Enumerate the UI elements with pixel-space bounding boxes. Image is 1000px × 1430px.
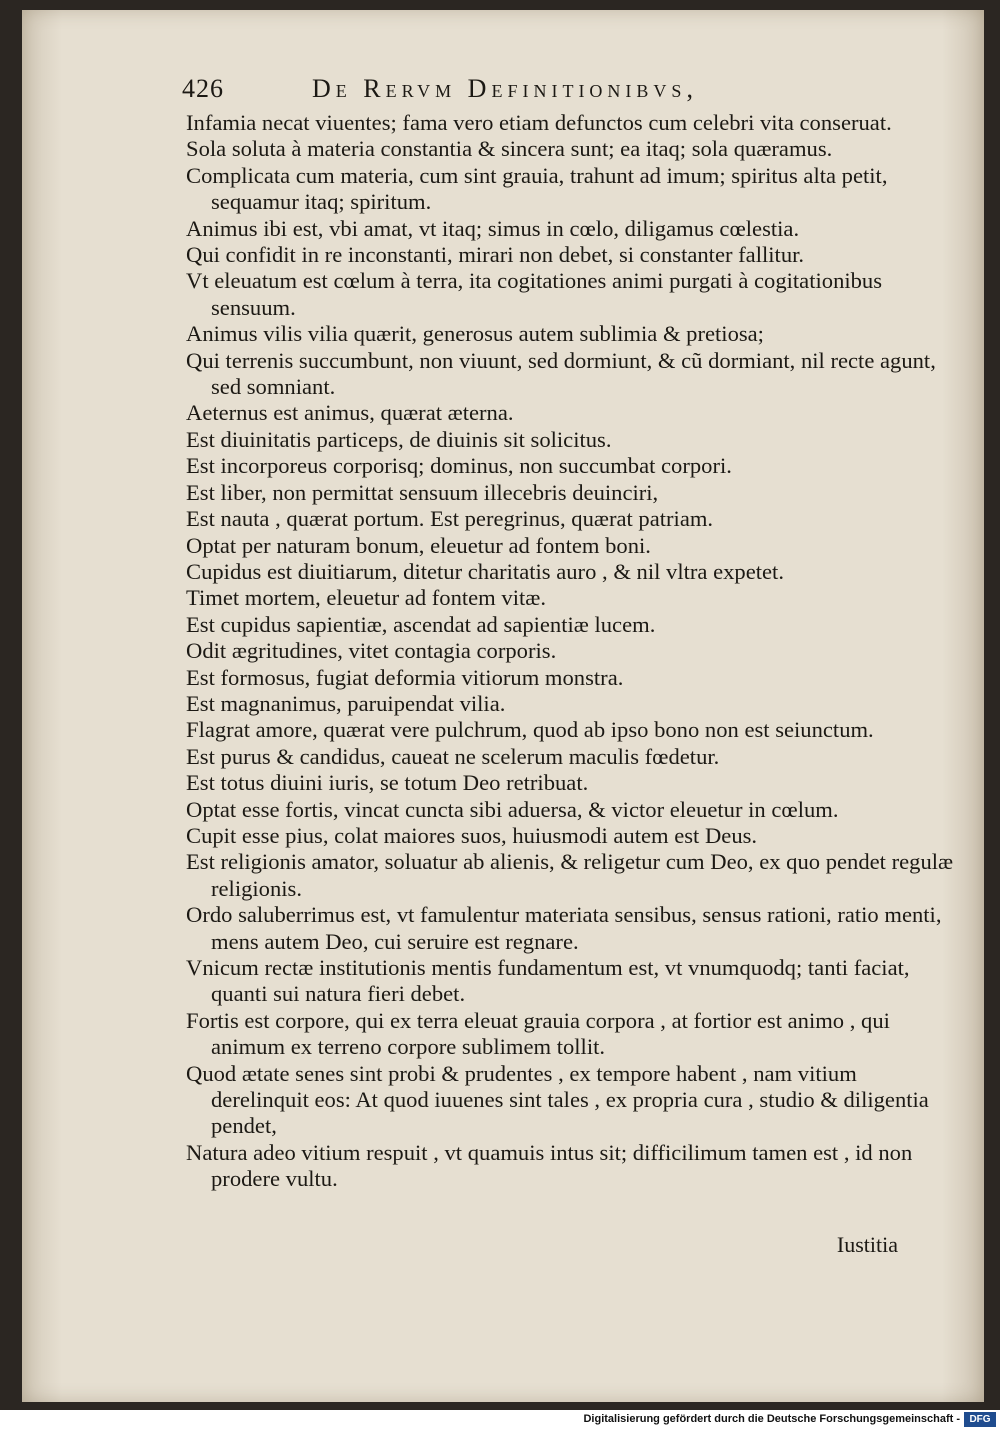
- running-title: De Rervm Definitionibvs,: [312, 74, 698, 103]
- text-line: Est diuinitatis particeps, de diuinis sit solicitus.: [186, 426, 612, 452]
- text-line: Est incorporeus corporisq; dominus, non succumbat corpori.: [186, 453, 732, 479]
- text-line: Sola soluta à materia constantia & sincera sunt; ea itaq; sola quæramus.: [186, 136, 833, 162]
- text-line: Flagrat amore, quærat vere pulchrum, quod ab ipso bono non est seiunctum.: [186, 717, 874, 743]
- text-line: Cupidus est diuitiarum, ditetur charitatis auro , & nil vltra expetet.: [186, 558, 784, 584]
- text-line: Est religionis amator, soluatur ab alienis, & religetur cum Deo, ex quo pendet regulæ religionis.: [186, 849, 954, 901]
- text-line: Fortis est corpore, qui ex terra eleuat grauia corpora , at fortior est animo , qui animum ex terreno corpore sublimem tollit.: [186, 1007, 890, 1060]
- text-line: Complicata cum materia, cum sint grauia, trahunt ad imum; spiritus alta petit, sequamur itaq; spiritum.: [186, 162, 888, 215]
- page-number: 426: [182, 74, 224, 103]
- text-line: Vnicum rectæ institutionis mentis fundamentum est, vt vnumquodq; tanti faciat, quanti sui natura fieri debet.: [186, 955, 910, 1007]
- dfg-logo: DFG: [964, 1412, 996, 1427]
- text-line: Vt eleuatum est cœlum à terra, ita cogitationes animi purgati à cogitationibus sensuum.: [186, 268, 883, 320]
- text-line: Animus ibi est, vbi amat, vt itaq; simus in cœlo, diligamus cœlestia.: [186, 215, 800, 241]
- body-text: [186, 110, 956, 1193]
- text-line: Infamia necat viuentes; fama vero etiam defunctos cum celebri vita conseruat.: [186, 110, 892, 135]
- funding-credit: Digitalisierung gefördert durch die Deutsche Forschungsgemeinschaft -: [583, 1413, 960, 1425]
- text-line: Qui confidit in re inconstanti, mirari non debet, si constanter fallitur.: [186, 242, 805, 268]
- text-line: Optat esse fortis, vincat cuncta sibi aduersa, & victor eleuetur in cœlum.: [186, 796, 839, 822]
- text-line: Optat per naturam bonum, eleuetur ad fontem boni.: [186, 532, 651, 558]
- text-line: Animus vilis vilia quærit, generosus autem sublimia & pretiosa;: [186, 321, 764, 347]
- catchword: Iustitia: [836, 1232, 898, 1257]
- text-line: Est purus & candidus, caueat ne scelerum maculis fœdetur.: [186, 743, 720, 769]
- text-line: Qui terrenis succumbunt, non viuunt, sed dormiunt, & cũ dormiant, nil recte agunt, sed somniant.: [186, 347, 936, 400]
- text-line: Est nauta , quærat portum. Est peregrinus, quærat patriam.: [186, 506, 714, 532]
- text-line: Est cupidus sapientiæ, ascendat ad sapientiæ lucem.: [186, 611, 656, 637]
- text-line: Quod ætate senes sint probi & prudentes , ex tempore habent , nam vitium derelinquit eos: At quod iuuenes sint tales , ex propria cura , studio & diligentia pendet,: [186, 1060, 929, 1139]
- text-line: Odit ægritudines, vitet contagia corporis.: [186, 638, 557, 664]
- text-line: Ordo saluberrimus est, vt famulentur materiata sensibus, sensus rationi, ratio menti, mens autem Deo, cui seruire est regnare.: [186, 902, 942, 954]
- text-line: Cupit esse pius, colat maiores suos, huiusmodi autem est Deus.: [186, 822, 758, 848]
- text-line: Aeternus est animus, quærat æterna.: [186, 400, 514, 426]
- text-line: Natura adeo vitium respuit , vt quamuis intus sit; difficilimum tamen est , id non prodere vultu.: [186, 1139, 913, 1192]
- digitization-footer: [0, 1410, 1000, 1430]
- book-page: [22, 10, 984, 1402]
- text-line: Est totus diuini iuris, se totum Deo retribuat.: [186, 770, 589, 796]
- text-line: Est magnanimus, paruipendat vilia.: [186, 690, 506, 716]
- text-line: Est formosus, fugiat deformia vitiorum monstra.: [186, 664, 624, 690]
- text-line: Est liber, non permittat sensuum illecebris deuinciri,: [186, 479, 659, 505]
- text-line: Timet mortem, eleuetur ad fontem vitæ.: [186, 585, 546, 611]
